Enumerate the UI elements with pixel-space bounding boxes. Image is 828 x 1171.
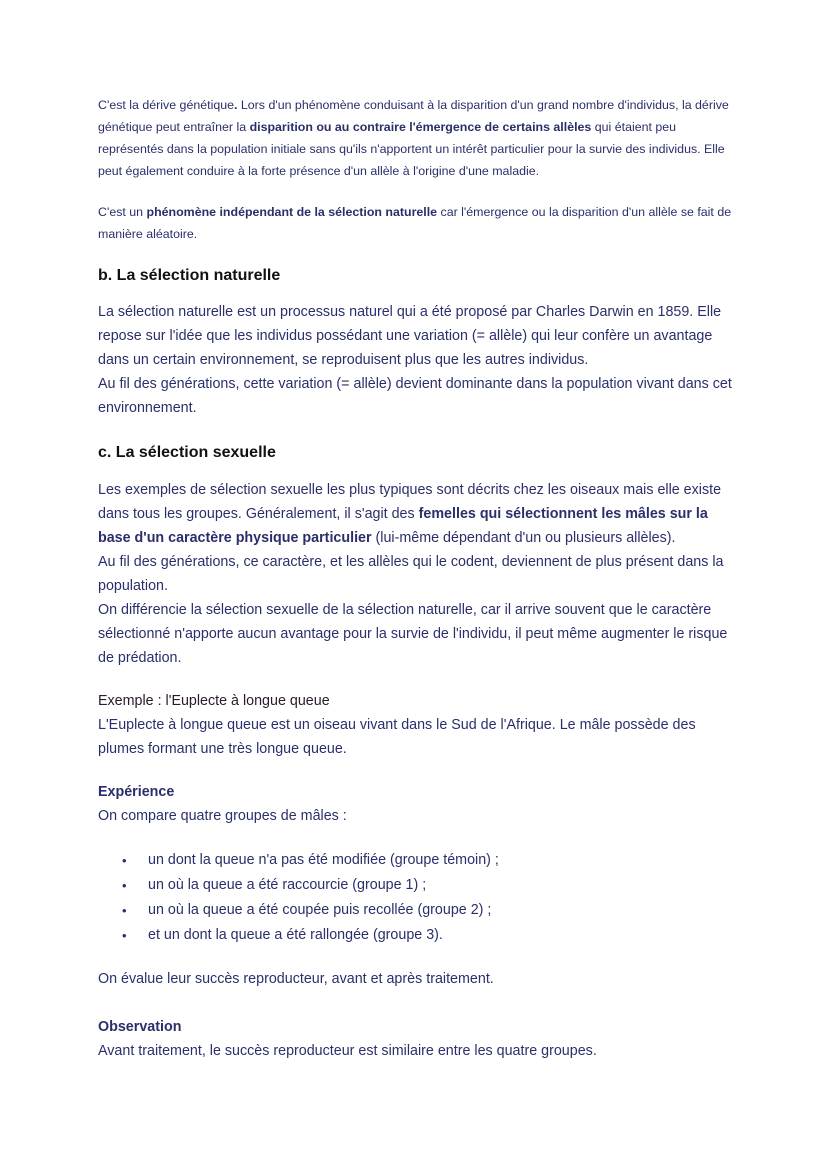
derive-period: . bbox=[234, 98, 238, 112]
list-item bbox=[98, 923, 732, 948]
sexuelle-bold: femelles qui sélectionnent les mâles sur la base d'un caractère physique particulier bbox=[98, 506, 708, 546]
exemple-text: L'Euplecte à longue queue est un oiseau vivant dans le Sud de l'Afrique. Le mâle possède des plumes formant une très longue queue. bbox=[98, 717, 696, 757]
list-item-text: et un dont la queue a été rallongée (groupe 3). bbox=[148, 927, 443, 943]
bullet-icon: • bbox=[122, 853, 127, 868]
heading-selection-sexuelle: c. La sélection sexuelle bbox=[98, 444, 276, 461]
sexuelle-paragraph-2: Au fil des générations, ce caractère, et les allèles qui le codent, deviennent de plus présent dans la population. bbox=[98, 554, 724, 594]
naturelle-paragraph-1: La sélection naturelle est un processus naturel qui a été proposé par Charles Darwin en 1859. Elle repose sur l'idée que les individus possédant une variation (= allèle) qui leur confère un avantage dans un certain environnement, se reproduisent plus que les autres individus. bbox=[98, 304, 722, 368]
derive-p2-end: car l'émergence ou la disparition d'un allèle se fait de manière aléatoire. bbox=[98, 205, 732, 241]
sexuelle-paragraph-3: On différencie la sélection sexuelle de la sélection naturelle, car il arrive souvent que le caractère sélectionné n'apporte aucun avantage pour la survie de l'individu, il peut même augmenter le risque de prédation. bbox=[98, 602, 728, 666]
observation-heading: Observation bbox=[98, 1019, 182, 1035]
list-item bbox=[98, 873, 732, 898]
derive-p2-start: C'est un bbox=[98, 205, 147, 219]
experience-heading: Expérience bbox=[98, 784, 175, 800]
derive-paragraph-1 bbox=[98, 94, 732, 182]
derive-bold-1: disparition ou au contraire l'émergence de certains allèles bbox=[249, 120, 592, 134]
experience-outro: On évalue leur succès reproducteur, avant et après traitement. bbox=[98, 971, 494, 987]
derive-bold-2: phénomène indépendant de la sélection naturelle bbox=[146, 205, 438, 219]
list-item bbox=[98, 898, 732, 923]
bullet-icon: • bbox=[122, 903, 127, 918]
list-item-text: un où la queue a été raccourcie (groupe 1) ; bbox=[148, 877, 427, 893]
experience-group-list bbox=[98, 848, 732, 948]
sexuelle-p1-start: Les exemples de sélection sexuelle les plus typiques sont décrits chez les oiseaux mais elle existe dans tous les groupes. Généralement, il s'agit des bbox=[98, 482, 722, 522]
sexuelle-paragraph-1 bbox=[98, 478, 732, 550]
list-item-text: un où la queue a été coupée puis recollée (groupe 2) ; bbox=[148, 902, 492, 918]
derive-sentence-2: Lors d'un phénomène conduisant à la disparition d'un grand nombre d'individus, la dérive génétique peut entraîner la bbox=[98, 98, 729, 134]
derive-sentence-1: C'est la dérive génétique bbox=[98, 98, 234, 112]
derive-sentence-3: qui étaient peu représentés dans la population initiale sans qu'ils n'apportent un intérêt particulier pour la survie des individus. Elle peut également conduire à la forte présence d'un allèle à l'origine d'une maladie. bbox=[98, 120, 725, 178]
bullet-icon: • bbox=[122, 878, 127, 893]
observation-text: Avant traitement, le succès reproducteur est similaire entre les quatre groupes. bbox=[98, 1043, 597, 1059]
derive-paragraph-2 bbox=[98, 201, 732, 245]
list-item-text: un dont la queue n'a pas été modifiée (groupe témoin) ; bbox=[148, 852, 499, 868]
naturelle-paragraph-2: Au fil des générations, cette variation (= allèle) devient dominante dans la population vivant dans cet environnement. bbox=[98, 376, 732, 416]
experience-intro: On compare quatre groupes de mâles : bbox=[98, 808, 347, 824]
exemple-title: Exemple : l'Euplecte à longue queue bbox=[98, 693, 330, 709]
sexuelle-p1-end: (lui-même dépendant d'un ou plusieurs allèles). bbox=[371, 530, 676, 546]
list-item bbox=[98, 848, 732, 873]
bullet-icon: • bbox=[122, 928, 127, 943]
heading-selection-naturelle: b. La sélection naturelle bbox=[98, 267, 281, 284]
